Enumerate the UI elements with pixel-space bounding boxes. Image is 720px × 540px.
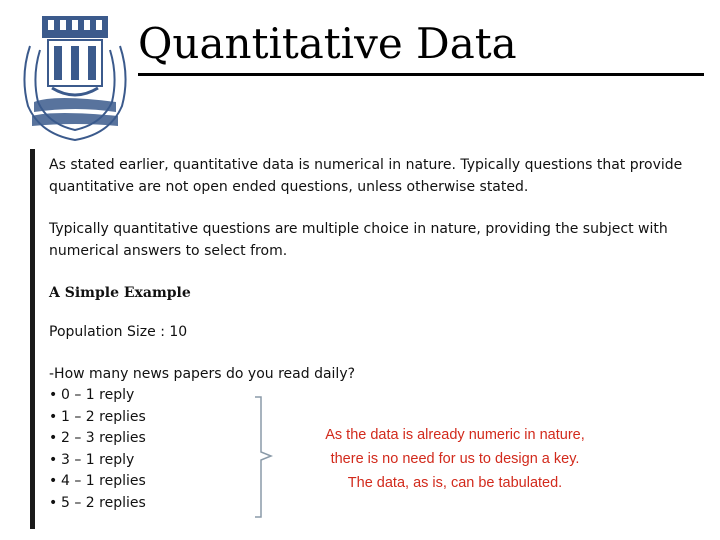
annotation-note: As the data is already numeric in nature, there is no need for us to design a key. The data, as is, can be tabulated.	[325, 427, 585, 491]
answer-text: 0 – 1 reply	[61, 387, 135, 403]
bullet-icon: •	[49, 408, 58, 425]
university-crest-logo-icon	[10, 6, 140, 144]
example-heading: A Simple Example	[49, 285, 191, 301]
answer-text: 4 – 1 replies	[61, 473, 146, 490]
bullet-icon: •	[49, 387, 58, 403]
multiple-choice-paragraph: Typically quantitative questions are multiple choice in nature, providing the subject with numerical answers to select from.	[49, 221, 668, 259]
title-underline	[138, 73, 704, 76]
answer-text: 5 – 2 replies	[61, 494, 146, 511]
answer-text: 1 – 2 replies	[61, 408, 146, 425]
survey-question: -How many news papers do you read daily?	[49, 366, 356, 382]
page-title: Quantitative Data	[138, 19, 517, 68]
left-accent-bar	[30, 149, 35, 529]
bullet-icon: •	[49, 451, 58, 468]
answer-text: 3 – 1 reply	[61, 451, 135, 468]
population-size: Population Size : 10	[49, 324, 188, 340]
list-item	[49, 385, 689, 407]
answer-text: 2 – 3 replies	[61, 430, 146, 447]
intro-paragraph: As stated earlier, quantitative data is numerical in nature. Typically questions that provide quantitative are not open ended questions, unless otherwise stated.	[49, 157, 683, 195]
bullet-icon: •	[49, 473, 58, 490]
right-brace-icon	[253, 396, 277, 518]
list-item	[49, 493, 689, 515]
bullet-icon: •	[49, 430, 58, 447]
bullet-icon: •	[49, 494, 58, 511]
